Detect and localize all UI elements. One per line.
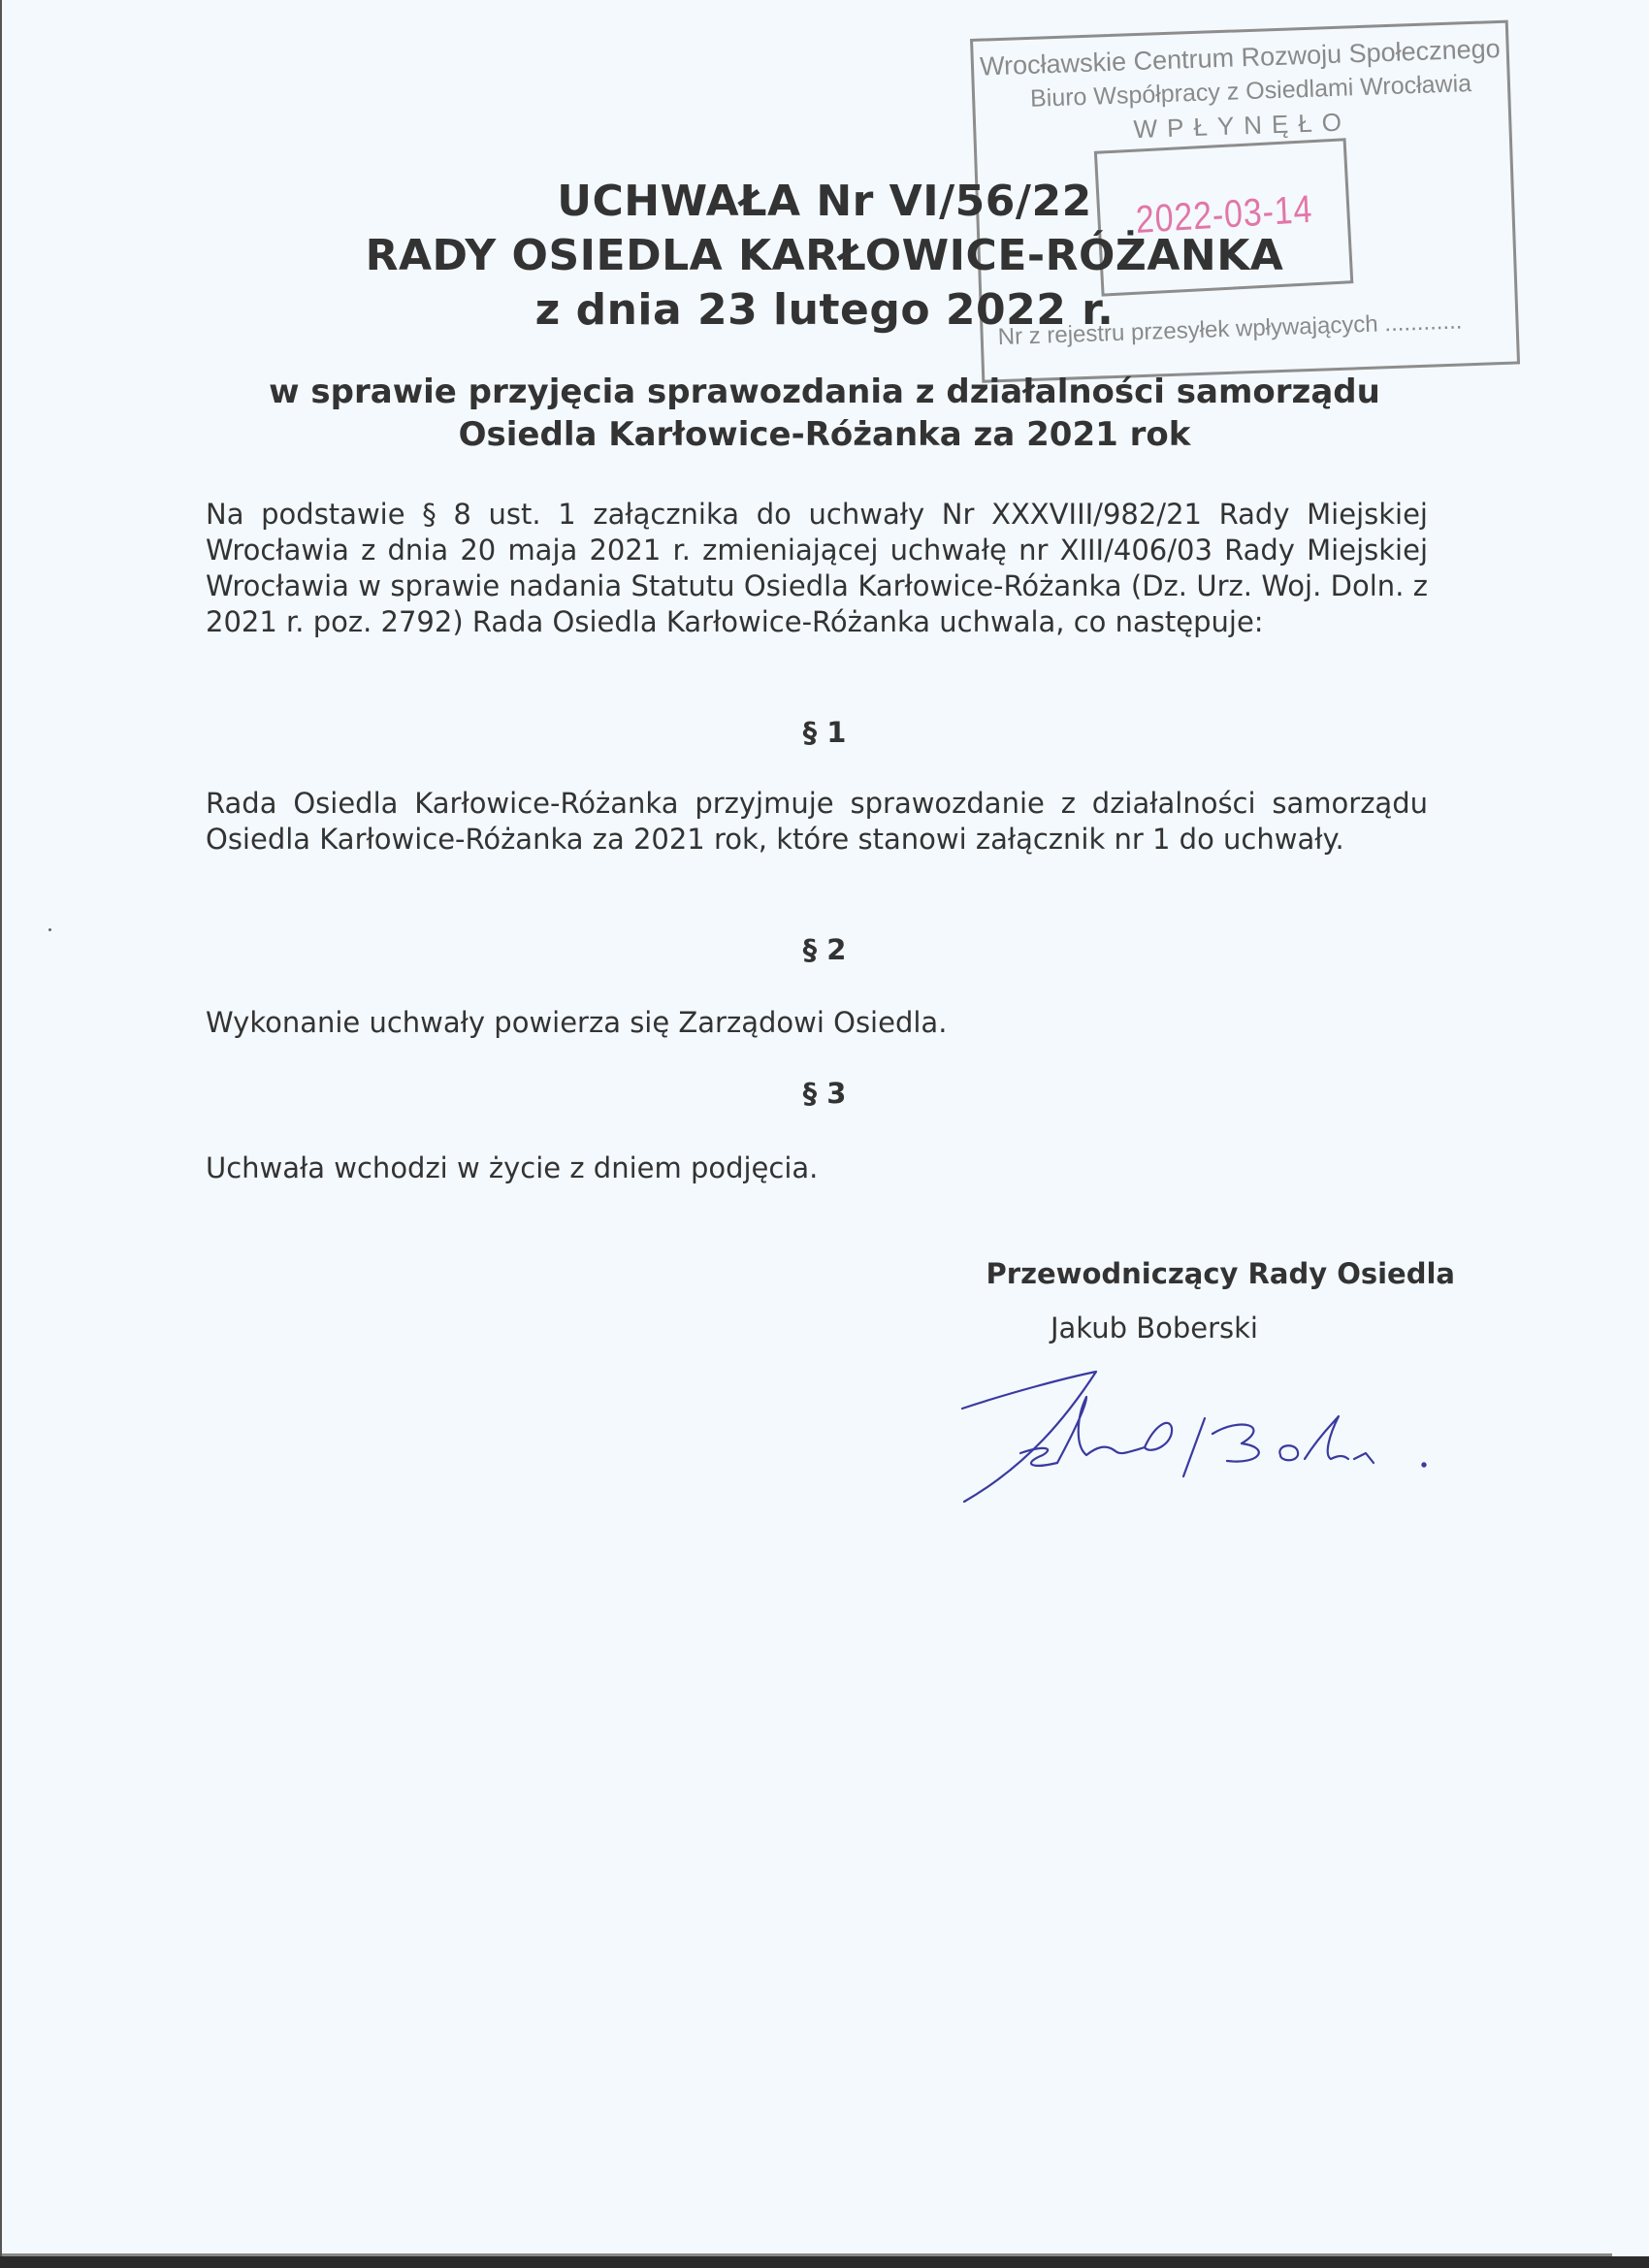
paragraph-1-text: Rada Osiedla Karłowice-Różanka przyjmuje sprawozdanie z działalności samorządu Osiedla Karłowice-Różanka za 2021 rok, które stanowi załącznik nr 1 do uchwały. [206,787,1428,856]
signature-stroke [1354,1453,1374,1463]
stamp-received-label: WPŁYNĘŁO [1133,107,1352,145]
resolution-council: RADY OSIEDLA KARŁOWICE-RÓŻANKA [365,231,1284,280]
signature-dot [1422,1463,1425,1466]
subject-line-1: w sprawie przyjęcia sprawozdania z działalności samorządu [269,373,1380,411]
signature-stroke [962,1372,1096,1502]
resolution-title [0,175,1649,338]
signature-stroke [1183,1418,1205,1476]
stamp-department: Biuro Współpracy z Osiedlami Wrocławia [1029,69,1472,113]
signature-stroke [1305,1416,1348,1459]
resolution-date: z dnia 23 lutego 2022 r. [534,285,1115,335]
subject-line-2: Osiedla Karłowice-Różanka za 2021 rok [458,415,1191,454]
preamble: Na podstawie § 8 ust. 1 załącznika do uchwały Nr XXXVIII/982/21 Rady Miejskiej Wrocławia z dnia 20 maja 2021 r. zmieniającej uchwałę nr XIII/406/03 Rady Miejskiej Wrocławia w sprawie nadania Statutu Osiedla Karłowice-Różanka (Dz. Urz. Woj. Doln. z 2021 r. poz. 2792) Rada Osiedla Karłowice-Różanka uchwala, co następuje: [206,498,1428,638]
paragraph-2-heading: § 2 [802,933,847,966]
stamp-institution: Wrocławskie Centrum Rozwoju Społecznego [979,33,1502,81]
signature-stroke [1145,1423,1172,1450]
resolution-subject [0,371,1649,456]
paragraph-3-heading: § 3 [802,1077,847,1110]
signatory-name: Jakub Boberski [1050,1312,1258,1345]
handwritten-signature [951,1358,1455,1523]
signature-stroke [1212,1425,1259,1462]
scan-speck [48,928,51,931]
signature-stroke [1279,1445,1298,1460]
resolution-number: UCHWAŁA Nr VI/56/22 [557,177,1092,226]
paragraph-1-heading: § 1 [802,716,847,749]
stamp-date: 2022-03-14 [1135,187,1314,242]
scan-border [0,2256,1649,2268]
paragraph-2-text: Wykonanie uchwały powierza się Zarządowi Osiedla. [206,1006,948,1039]
stamp-register-number: Nr z rejestru przesyłek wpływających ............ [997,308,1463,351]
signatory-title: Przewodniczący Rady Osiedla [986,1257,1455,1290]
paragraph-3-text: Uchwała wchodzi w życie z dniem podjęcia. [206,1151,819,1184]
scan-edge [0,0,2,2256]
